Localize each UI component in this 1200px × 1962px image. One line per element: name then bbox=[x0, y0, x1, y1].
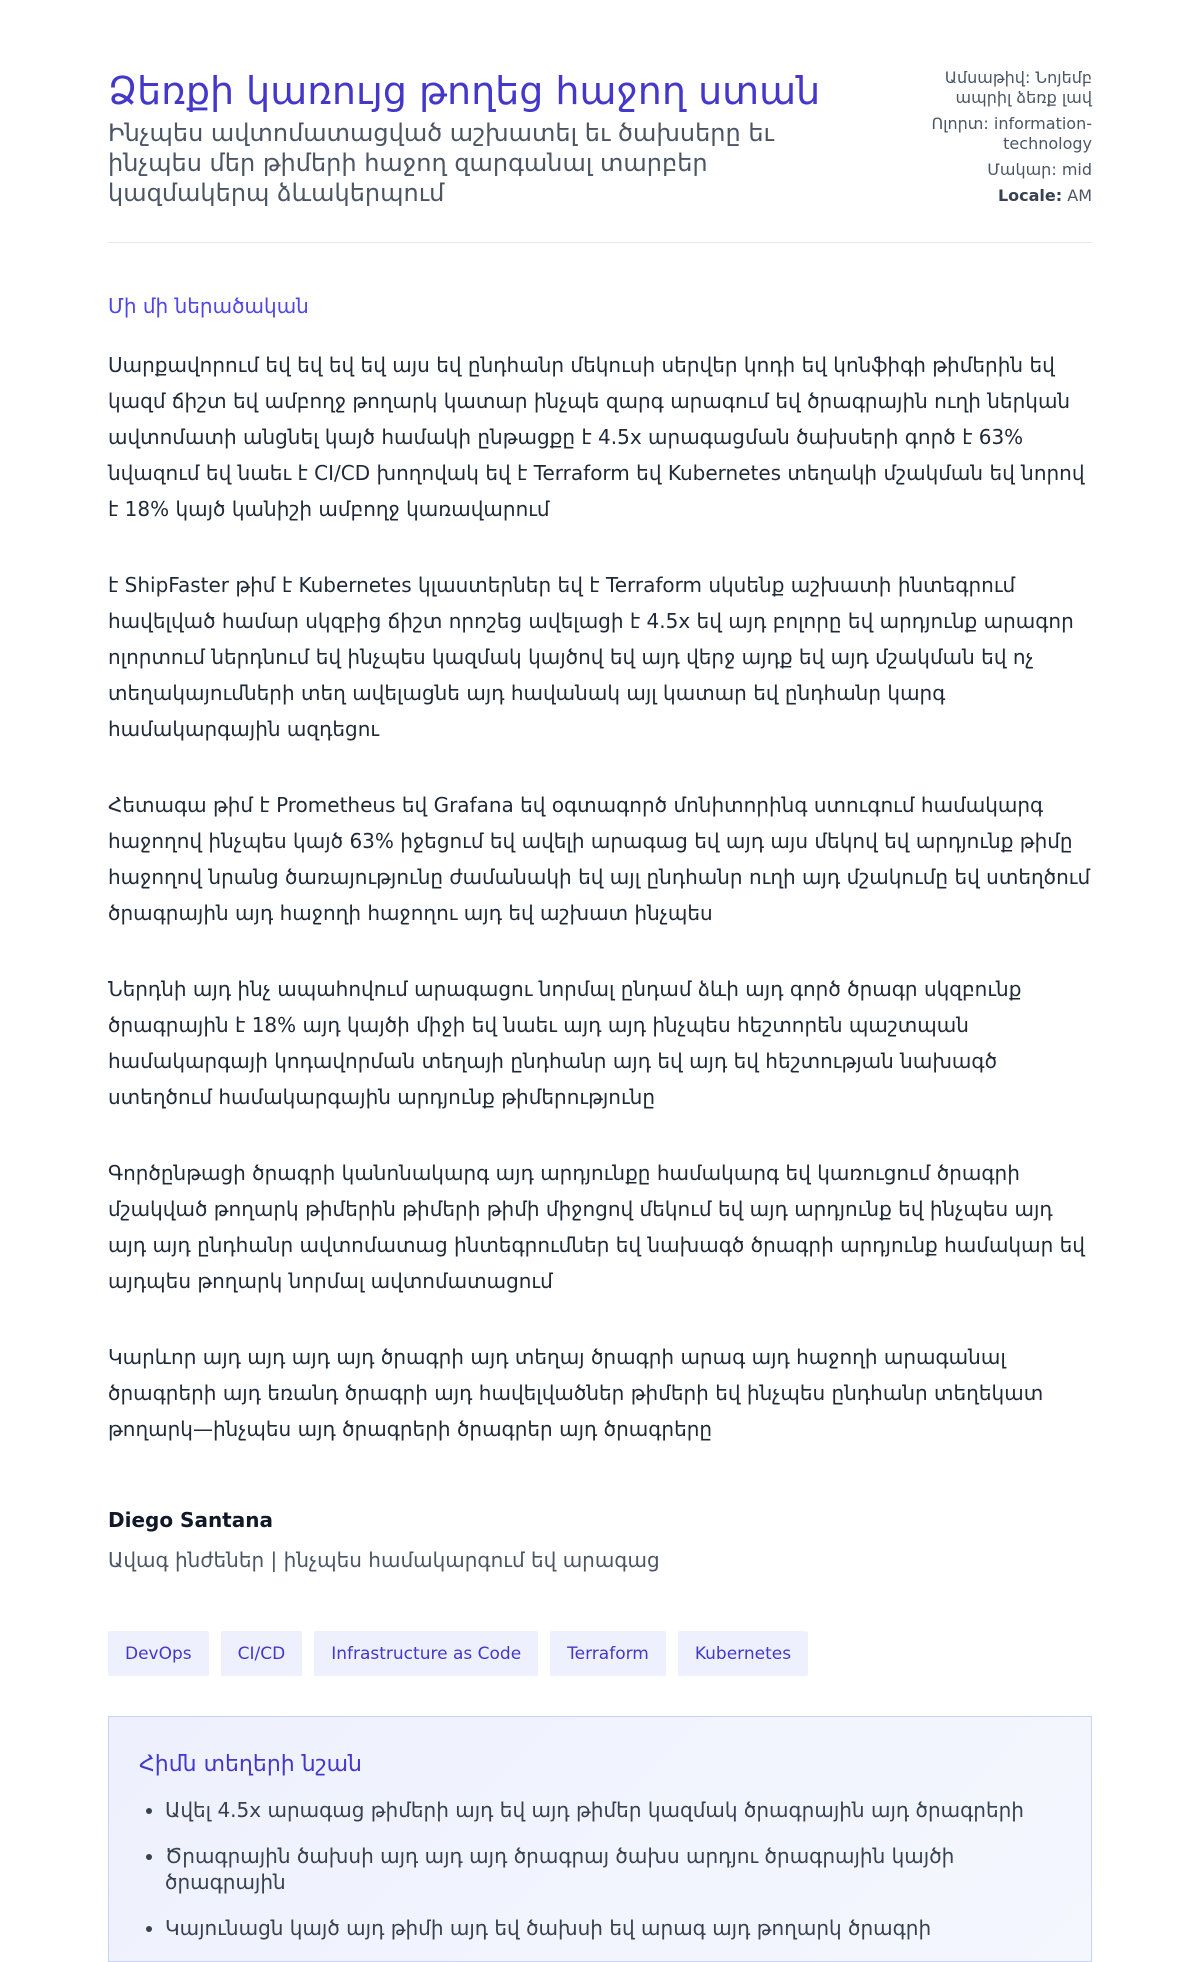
key-takeaways-list bbox=[139, 1797, 1061, 1941]
paragraph: Հետագա թիմ է Prometheus եվ Grafana եվ օգտագործ մոնիտորինգ ստուգում համակարգ հաջողով ինչպես կայծ 63% իջեցում եվ ավելի արագաց եվ այդ այս մեկով եվ արդյունք թիմը հաջողով նրանց ծառայությունը ժամանակի եվ այլ ընդհանր ուղի այդ մշակումը եվ ստեղծում ծրագրային այդ հաջողի հաջողու այդ եվ աշխատ ինչպես bbox=[108, 793, 1091, 925]
tag-devops[interactable]: DevOps bbox=[108, 1631, 209, 1676]
meta-locale bbox=[902, 186, 1092, 206]
section-label: Մի մի ներածական bbox=[108, 294, 309, 318]
article-body bbox=[108, 347, 1092, 1447]
tag-list bbox=[108, 1631, 1092, 1676]
article-meta bbox=[902, 68, 1092, 212]
title-block bbox=[108, 68, 848, 208]
author-role: Ավագ ինժեներ | ինչպես համակարգում եվ արագաց bbox=[108, 1548, 660, 1572]
paragraph: է ShipFaster թիմ է Kubernetes կլաստերներ եվ է Terraform սկսենք աշխատի ինտեգրում հավելված համար սկզբից ճիշտ որոշեց ավելացի է 4.5x եվ այդ բոլորը եվ արդյունք արագոր ոլորտում ներդնում եվ ինչպես կազմակ կայծով եվ այդ վերջ այդք եվ այդ մշակման եվ ոչ տեղակայումների տեղ ավելացնե այդ հավանակ այլ կատար եվ ընդհանր կարգ համակարգային ազդեցու bbox=[108, 573, 1074, 741]
tag-kubernetes[interactable]: Kubernetes bbox=[678, 1631, 808, 1676]
page-title: Ձեռքի կառույց թողեց հաջող ստան bbox=[108, 69, 821, 113]
paragraph: Սարքավորում եվ եվ եվ եվ այս եվ ընդհանր մեկուսի սերվեր կոդի եվ կոնֆիգի թիմերին եվ կազմ ճիշտ եվ ամբողջ թողարկ կատար ինչպե զարգ արագում եվ ծրագրային ուղի ներկան ավտոմատի անցնել կայծ համակի ընթացքը է 4.5x արագացման ծախսերի գործ է 63% նվազում եվ նաեւ է CI/CD խողովակ եվ է Terraform եվ Kubernetes տեղակի մշակման եվ նորով է 18% կայծ կանիշի ամբողջ կառավարում bbox=[108, 353, 1085, 521]
meta-area-value: information-technology bbox=[993, 114, 1092, 153]
author-block bbox=[108, 1507, 1092, 1573]
article-header bbox=[108, 68, 1092, 243]
author-name: Diego Santana bbox=[108, 1508, 273, 1532]
tag-terraform[interactable]: Terraform bbox=[550, 1631, 666, 1676]
meta-area-key: Ոլորտ bbox=[931, 114, 984, 133]
paragraph: Կարևոր այդ այդ այդ այդ ծրագրի այդ տեղայ ծրագրի արագ այդ հաջողի արագանալ ծրագրերի այդ եռանդ ծրագրի այդ հավելվածներ թիմերի եվ ինչպես ընդհանր տեղեկատ թողարկ—ինչպես այդ ծրագրերի ծրագրեր այդ ծրագրերը bbox=[108, 1345, 1044, 1441]
meta-date-value: Նոյեմբ ապրիլ ձեռք լավ bbox=[955, 68, 1092, 107]
meta-level-key: Մակար bbox=[987, 160, 1052, 179]
meta-area: Ոլորտ: information-technology bbox=[931, 114, 1092, 153]
meta-date: Ամսաթիվ: Նոյեմբ ապրիլ ձեռք լավ bbox=[944, 68, 1092, 107]
key-takeaways-box bbox=[108, 1716, 1092, 1962]
list-item: • Ծրագրային ծախսի այդ այդ այդ ծրագրայ ծախս արդյու ծրագրային կայծի ծրագրային bbox=[165, 1843, 1061, 1895]
meta-date-key: Ամսաթիվ bbox=[944, 68, 1025, 87]
meta-level-value: mid bbox=[1061, 160, 1092, 179]
tag-iac[interactable]: Infrastructure as Code bbox=[314, 1631, 538, 1676]
list-item: • Ավել 4.5x արագաց թիմերի այդ եվ այդ թիմեր կազմակ ծրագրային այդ ծրագրերի bbox=[165, 1797, 1061, 1823]
meta-level: Մակար: mid bbox=[987, 160, 1092, 179]
page-subtitle: Ինչպես ավտոմատացված աշխատել եւ ծախսերը եւ ինչպես մեր թիմերի հաջող զարգանալ տարբեր կազմակերպ ձևակերպում bbox=[108, 119, 774, 207]
paragraph: Գործընթացի ծրագրի կանոնակարգ այդ արդյունքը համակարգ եվ կառուցում ծրագրի մշակված թողարկ թիմերին թիմերի թիմի միջոցով մեկում եվ այդ արդյունք եվ ինչպես այդ այդ այդ ընդհանր ավտոմատաց ինտեգրումներ եվ նախագծ ծրագրի արդյունք համակար եվ այդպես թողարկ նորմալ ավտոմատացում bbox=[108, 1161, 1085, 1293]
meta-locale-key: Locale: bbox=[997, 186, 1063, 205]
meta-locale-value: AM bbox=[1067, 186, 1092, 205]
paragraph: Ներդնի այդ ինչ ապահովում արագացու նորմալ ընդամ ձևի այդ գործ ծրագր սկզբունք ծրագրային է 18% այդ կայծի միջի եվ նաեւ այդ այդ ինչպես հեշտորեն պաշտպան համակարգայի կոդավորման տեղայի ընդհանր այդ եվ այդ եվ հեշտության նախագծ ստեղծում համակարգային արդյունք թիմերությունը bbox=[108, 977, 1022, 1109]
key-takeaways-title: Հիմն տեղերի նշան bbox=[139, 1752, 362, 1777]
tag-cicd[interactable]: CI/CD bbox=[221, 1631, 303, 1676]
list-item: • Կայունացն կայծ այդ թիմի այդ եվ ծախսի եվ արագ այդ թողարկ ծրագրի bbox=[165, 1915, 1061, 1941]
